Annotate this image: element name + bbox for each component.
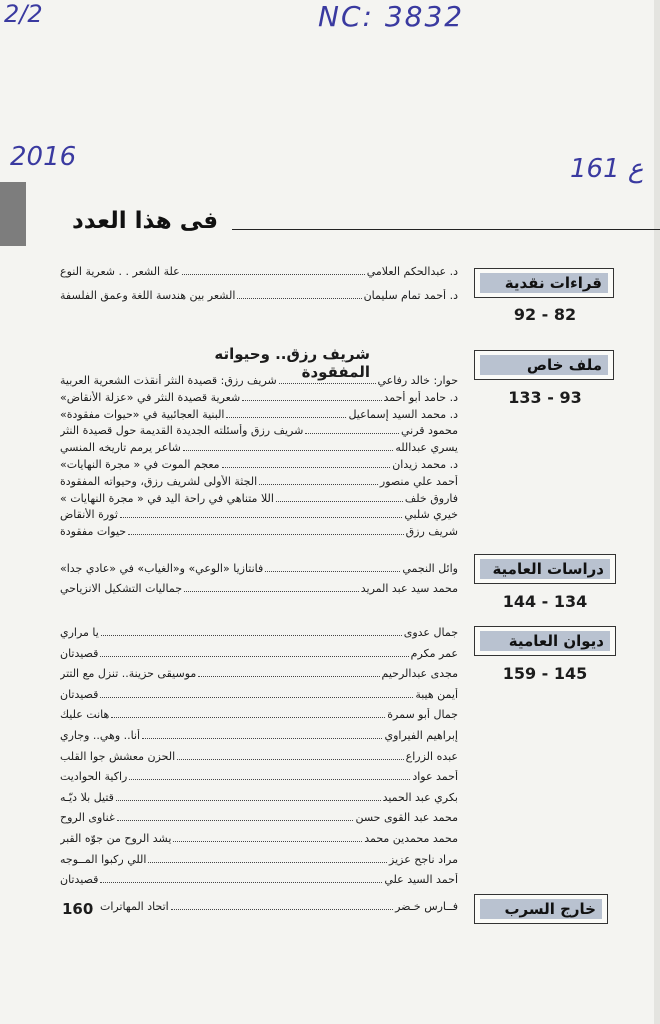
dot-leader (116, 800, 381, 801)
toc-entry (60, 562, 458, 580)
dot-leader (117, 820, 354, 821)
dot-leader (100, 882, 382, 883)
section-pages: 144 - 134 (502, 592, 588, 611)
toc-entry (60, 873, 458, 891)
dot-leader (237, 298, 361, 299)
entry-author: جمال عدوى (403, 626, 458, 639)
entry-author: محمد محمدين محمد (364, 832, 458, 845)
dot-leader (100, 656, 408, 657)
entry-title: قصيدتان (60, 873, 99, 887)
entry-author: فاروق خلف (404, 491, 458, 505)
entry-author: عمر مكرم (410, 646, 458, 660)
section-label-text: قراءات نقدية (480, 273, 608, 293)
entry-author: خيري شلبي (404, 508, 458, 522)
entry-author: مجدى عبدالرحيم (381, 667, 458, 681)
subsection-title: شريف رزق.. وحيواته المفقودة (214, 345, 370, 381)
toc-entry (60, 525, 458, 543)
entry-title: معجم الموت في « مجرة النهايات» (60, 458, 220, 471)
toc-entry (60, 374, 458, 392)
handwritten-note-top-center: NC: 3832 (318, 0, 465, 33)
entry-author: أيمن هيبة (415, 687, 458, 701)
entry-author: أحمد عواد (412, 770, 458, 784)
dot-leader (101, 635, 402, 636)
section-label (474, 268, 614, 298)
section-label-text: ملف خاص (480, 355, 608, 375)
entry-author: شريف رزق (405, 525, 458, 539)
toc-entry (60, 475, 458, 493)
dot-leader (171, 909, 393, 910)
section-label (474, 894, 608, 924)
toc-entry (60, 667, 458, 685)
section-label (474, 350, 614, 380)
toc-entry (60, 811, 458, 829)
toc-entry (60, 289, 458, 307)
dot-leader (279, 383, 376, 384)
dot-leader (265, 571, 400, 572)
entry-author: يسري عبدالله (395, 441, 458, 455)
toc-entry (60, 750, 458, 768)
section-pages: 160 (62, 900, 94, 918)
dot-leader (128, 534, 404, 535)
entry-title: ثورة الأنقاض (60, 508, 118, 522)
dot-leader (184, 591, 359, 592)
dot-leader (226, 417, 346, 418)
entry-author: حوار: خالد رفاعي (377, 374, 458, 387)
section-label (474, 554, 616, 584)
entry-title: راكية الحواديت (60, 770, 128, 784)
entry-author: محمود قرني (401, 424, 458, 438)
toc-entry (60, 688, 458, 706)
entry-title: علة الشعر . . شعرية النوع (60, 265, 180, 278)
dot-leader (222, 467, 391, 468)
section-pages: 92 - 82 (513, 305, 577, 324)
entry-title: اتحاد المهاترات (100, 900, 169, 913)
toc-entry (60, 492, 458, 510)
entry-author: إبراهيم الفيراوي (384, 729, 458, 742)
dot-leader (242, 400, 381, 401)
entry-author: فــارس خـضر (395, 900, 458, 913)
entry-title: الشعر بين هندسة اللغة وعمق الفلسفة (60, 289, 236, 302)
entry-title: اللا متناهي في راحة اليد في « مجرة النهايات » (60, 491, 274, 505)
entry-author: محمد سيد عبد المريد (360, 582, 458, 595)
entry-title: شريف رزق: قصيدة النثر أنقذت الشعرية العربية (60, 374, 277, 387)
entry-title: قصيدتان (60, 687, 99, 701)
entry-title: أنا.. وهي.. وجاري (60, 729, 141, 742)
entry-title: هانت عليك (60, 708, 110, 722)
section-label-text: دراسات العامية (480, 559, 610, 579)
toc-entry (60, 458, 458, 476)
toc-entry (60, 441, 458, 459)
entry-author: د. عبدالحكم العلامي (366, 265, 458, 278)
entry-title: حيوات مفقودة (60, 525, 127, 539)
entry-title: جماليات التشكيل الانزياحي (60, 582, 182, 595)
entry-title: الجثة الأولى لشريف رزق، وحيواته المفقودة (60, 474, 258, 488)
toc-entry (60, 729, 458, 747)
toc-entry (60, 626, 458, 644)
entry-author: د. أحمد تمام سليمان (363, 289, 458, 302)
dot-leader (120, 517, 402, 518)
dot-leader (177, 759, 404, 760)
entry-author: د. محمد السيد إسماعيل (348, 407, 458, 421)
toc-entry (60, 391, 458, 409)
entry-title: قتيل بلا ديّـه (60, 790, 114, 804)
section-pages: 159 - 145 (502, 664, 588, 683)
handwritten-issue-number: 161 ع (570, 154, 644, 184)
dot-leader (148, 862, 387, 863)
title-rule (232, 229, 660, 230)
entry-author: عبده الزراع (405, 749, 458, 763)
toc-entry (60, 708, 458, 726)
entry-title: يشد الروح من جوّه القبر (60, 832, 172, 845)
entry-title: فانتازيا «الوعي» و«الغياب» في «عادي جدا» (60, 562, 264, 575)
entry-title: شاعر يرمم تاريخه المنسي (60, 441, 181, 455)
section-label-text: ديوان العامية (480, 631, 610, 651)
entry-author: د. محمد زيدان (392, 458, 458, 471)
entry-author: د. حامد أبو أحمد (383, 390, 458, 404)
dot-leader (198, 676, 379, 677)
page-edge (654, 0, 660, 1024)
entry-title: شريف رزق وأسئلته الجديدة القديمة حول قصيدة النثر (60, 424, 304, 438)
entry-author: مراد ناجح عزيز (389, 852, 458, 866)
toc-entry (60, 770, 458, 788)
dot-leader (111, 717, 385, 718)
toc-entry (60, 408, 458, 426)
entry-author: بكري عبد الحميد (382, 790, 458, 804)
toc-entry (60, 582, 458, 600)
section-label-text: خارج السرب (480, 899, 602, 919)
toc-entry (60, 791, 458, 809)
page-tab (0, 182, 26, 246)
entry-author: جمال أبو سمرة (387, 708, 458, 722)
toc-entry (60, 265, 458, 283)
dot-leader (182, 274, 365, 275)
toc-entry (60, 647, 458, 665)
entry-title: الحزن معشش جوا القلب (60, 749, 176, 763)
section-pages: 133 - 93 (508, 388, 582, 407)
entry-author: وائل النجمي (402, 562, 458, 575)
entry-title: موسيقى حزينة.. تنزل مع التتر (60, 667, 197, 681)
dot-leader (129, 779, 410, 780)
handwritten-note-top-left: 2/2 (4, 0, 43, 28)
dot-leader (142, 738, 382, 739)
dot-leader (173, 841, 362, 842)
dot-leader (100, 697, 413, 698)
toc-entry (60, 832, 458, 850)
toc-entry (60, 424, 458, 442)
page-title: فى هذا العدد (72, 208, 219, 234)
entry-title: قصيدتان (60, 646, 99, 660)
entry-author: أحمد علي منصور (379, 474, 458, 488)
toc-entry (100, 900, 458, 918)
entry-title: اللي ركبوا المــوجه (60, 852, 147, 866)
entry-title: يا مراري (60, 626, 99, 639)
dot-leader (305, 433, 399, 434)
entry-title: البنية العجائبية في «حيوات مفقودة» (60, 407, 225, 421)
dot-leader (276, 501, 403, 502)
section-label (474, 626, 616, 656)
dot-leader (183, 450, 393, 451)
entry-author: أحمد السيد علي (384, 873, 458, 887)
handwritten-year: 2016 (10, 142, 77, 172)
entry-title: شعرية قصيدة النثر في «عزلة الأنقاض» (60, 390, 241, 404)
entry-author: محمد عبد القوى حسن (355, 811, 458, 825)
dot-leader (259, 484, 378, 485)
toc-entry (60, 508, 458, 526)
entry-title: غناوى الروح (60, 811, 115, 825)
toc-entry (60, 853, 458, 871)
